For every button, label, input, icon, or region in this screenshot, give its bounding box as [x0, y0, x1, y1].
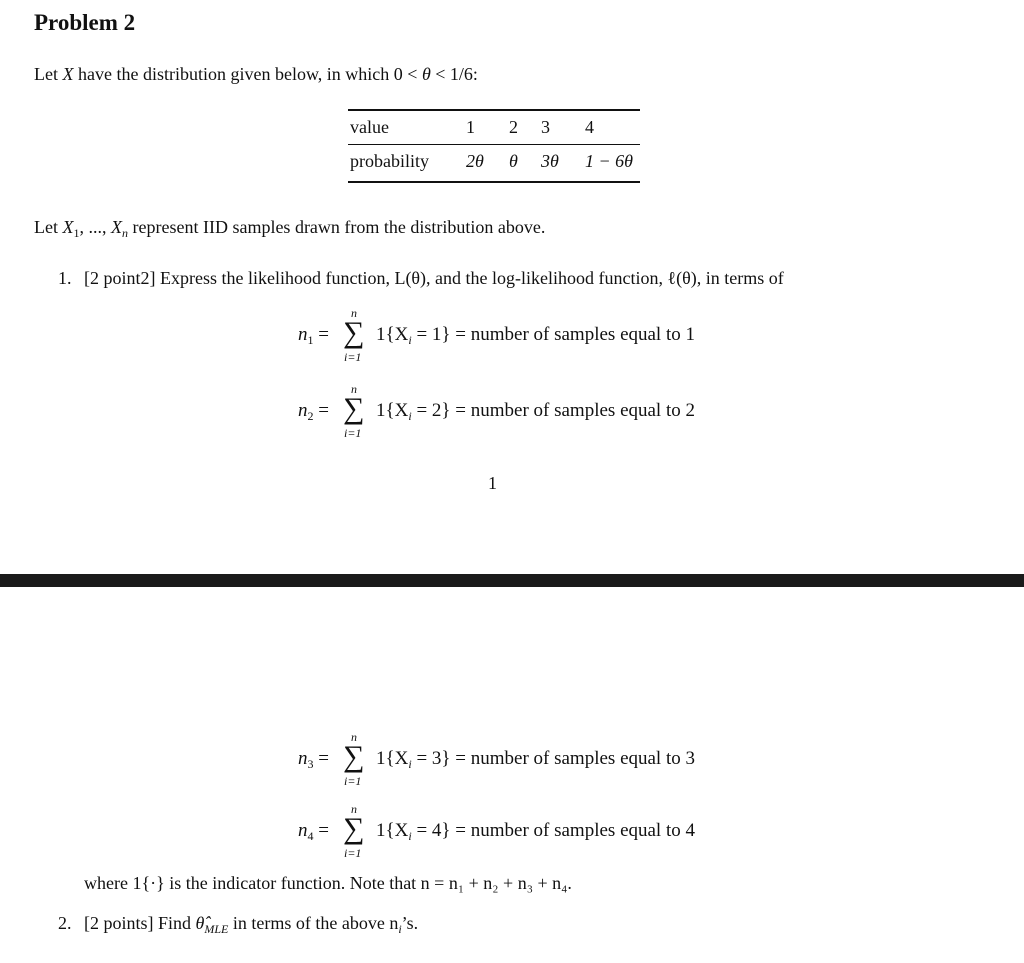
- sum-upper-limit: n: [351, 382, 357, 396]
- samples-xn-sub: n: [122, 226, 128, 240]
- table-header-label: value: [350, 117, 389, 137]
- equation-lhs: $n_1$ =: [298, 324, 329, 347]
- samples-sentence: [34, 217, 545, 241]
- question-2: [58, 913, 418, 937]
- equation-body: $1\{X_i = 1\}$ = number of samples equal to 1: [376, 324, 695, 347]
- where-sentence: where 1{·} is the indicator function. Note that n = n₁ + n₂ + n₃ + n₄.: [84, 873, 572, 893]
- sum-lower-limit: i=1: [344, 774, 362, 788]
- sum-lower-limit: i=1: [344, 846, 362, 860]
- table-value: 3: [541, 117, 550, 137]
- table-probability: 3θ: [541, 151, 559, 171]
- table-probability: θ: [509, 151, 518, 171]
- intro-text-a: Let: [34, 64, 63, 84]
- equation-body: $1\{X_i = 2\}$ = number of samples equal to 2: [376, 400, 695, 423]
- question-2-text-c: ’s.: [401, 913, 419, 933]
- sum-upper-limit: n: [351, 306, 357, 320]
- page-number: 1: [488, 473, 497, 493]
- samples-x1: X: [62, 217, 74, 237]
- samples-x1-sub: 1: [73, 226, 80, 240]
- intro-theta: θ: [421, 64, 431, 84]
- intro-text-b: have the distribution given below, in which 0 <: [73, 64, 422, 84]
- sigma-symbol: ∑: [343, 812, 365, 845]
- question-1: [58, 268, 784, 289]
- equation-body: $1\{X_i = 3\}$ = number of samples equal to 3: [376, 748, 695, 771]
- distribution-table: [348, 109, 640, 183]
- intro-sentence: [34, 64, 478, 85]
- question-2-number: 2.: [58, 913, 72, 933]
- intro-var-x: X: [62, 64, 74, 84]
- table-value: 1: [466, 117, 475, 137]
- theta-hat: θ̂: [195, 913, 205, 933]
- equation-lhs: $n_3$ =: [298, 748, 329, 771]
- sigma-symbol: ∑: [343, 392, 365, 425]
- samples-dots: , ...,: [79, 217, 111, 237]
- sum-upper-limit: n: [351, 730, 357, 744]
- sigma-symbol: ∑: [343, 740, 365, 773]
- sigma-symbol: ∑: [343, 316, 365, 349]
- question-2-text-b: in terms of the above n: [228, 913, 399, 933]
- sum-lower-limit: i=1: [344, 426, 362, 440]
- table-row-label: probability: [350, 151, 429, 171]
- equation-lhs: $n_2$ =: [298, 400, 329, 423]
- question-1-number: 1.: [58, 268, 72, 288]
- table-rule: [348, 144, 640, 145]
- samples-suffix: represent IID samples drawn from the distribution above.: [128, 217, 546, 237]
- table-value: 4: [585, 117, 594, 137]
- ni-sub: i: [398, 922, 402, 936]
- intro-text-c: < 1/6:: [430, 64, 478, 84]
- samples-prefix: Let: [34, 217, 63, 237]
- sum-lower-limit: i=1: [344, 350, 362, 364]
- table-value: 2: [509, 117, 518, 137]
- equation-body: $1\{X_i = 4\}$ = number of samples equal to 4: [376, 820, 695, 843]
- question-1-text: [2 point2] Express the likelihood function, L(θ), and the log-likelihood function, ℓ(θ), in terms of: [84, 268, 784, 288]
- question-2-text-a: [2 points] Find: [84, 913, 196, 933]
- equation-lhs: $n_4$ =: [298, 820, 329, 843]
- samples-xn: X: [111, 217, 122, 237]
- sum-upper-limit: n: [351, 802, 357, 816]
- mle-sub: MLE: [204, 922, 229, 936]
- page-divider: [0, 574, 1024, 587]
- table-probability: 2θ: [466, 151, 484, 171]
- table-probability: 1 − 6θ: [585, 151, 633, 171]
- problem-title: Problem 2: [34, 10, 136, 35]
